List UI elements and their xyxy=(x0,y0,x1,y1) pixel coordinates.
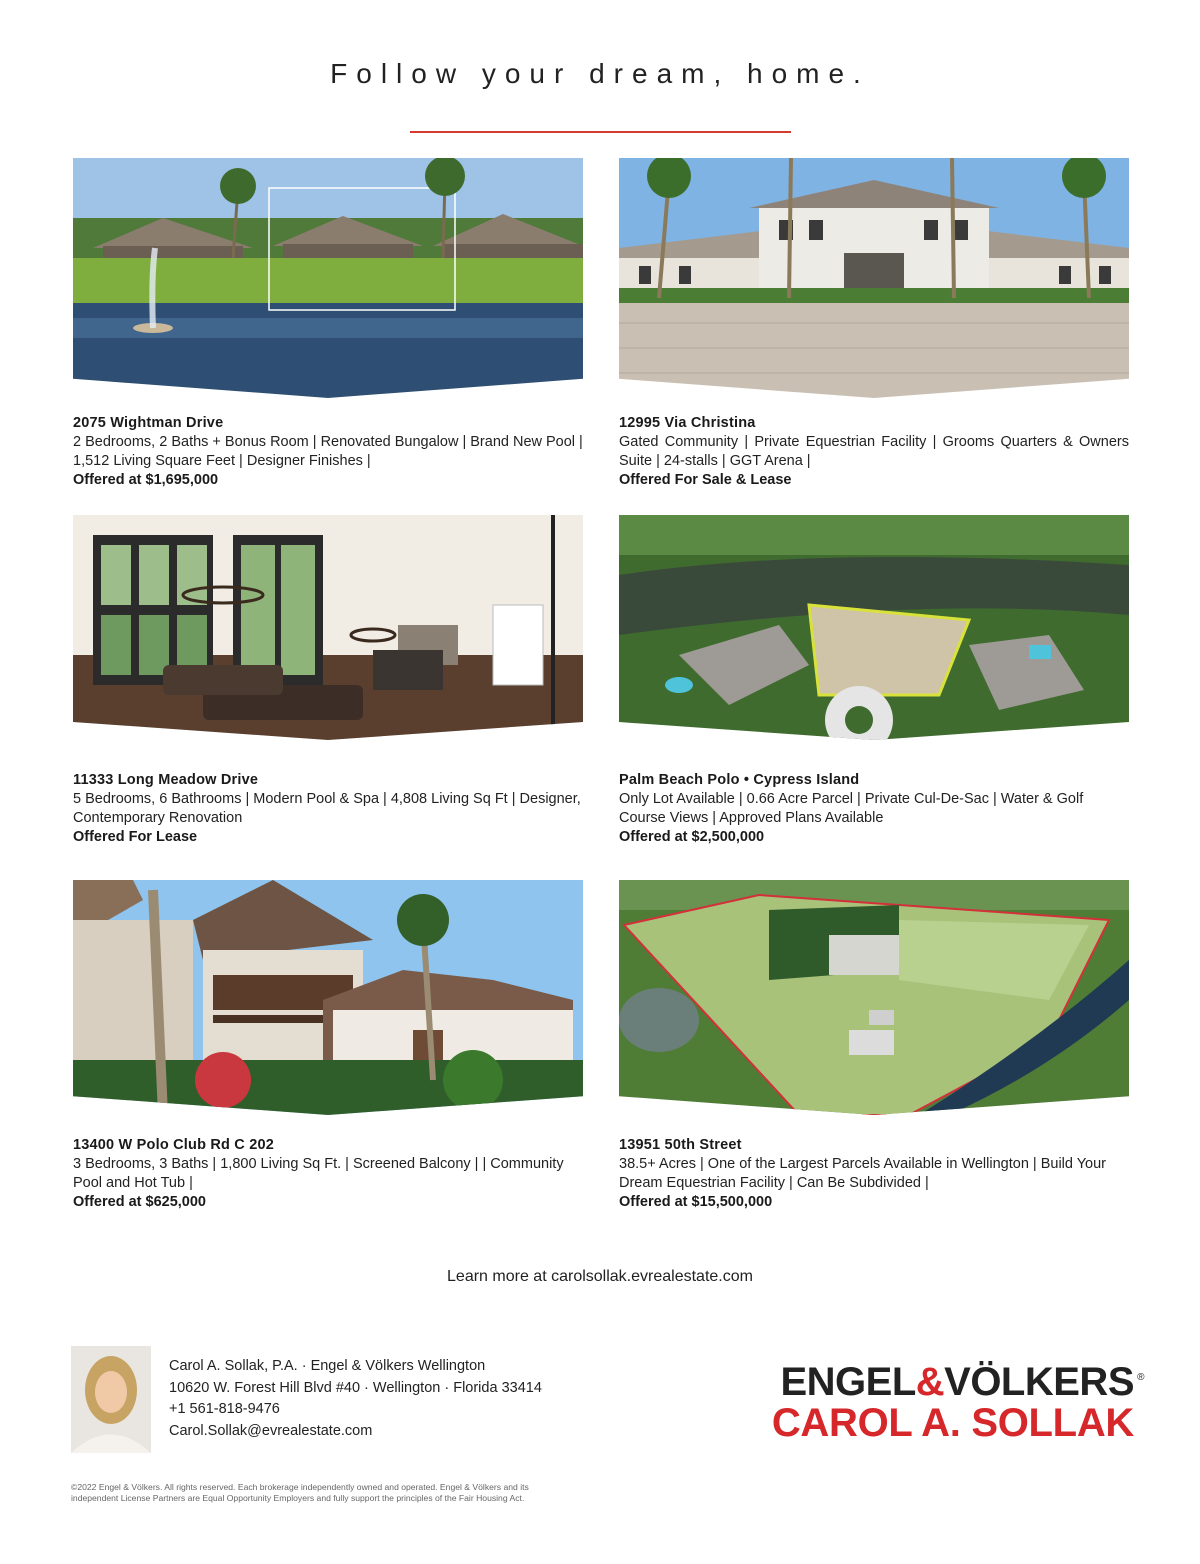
listing-address: 12995 Via Christina xyxy=(619,415,756,431)
listing-card[interactable] xyxy=(619,515,1129,847)
logo-brand xyxy=(724,1360,1144,1404)
listing-photo-aerial-lot[interactable] xyxy=(619,515,1129,740)
logo-brand-right: VÖLKERS xyxy=(944,1360,1134,1404)
contact-block xyxy=(169,1356,542,1442)
logo-brand-left: ENGEL xyxy=(780,1360,916,1404)
listing-address: 13951 50th Street xyxy=(619,1137,742,1153)
listing-address: 11333 Long Meadow Drive xyxy=(73,772,259,788)
listing-price: Offered at $15,500,000 xyxy=(619,1194,773,1210)
listing-card[interactable] xyxy=(73,158,583,490)
listing-description: Only Lot Available | 0.66 Acre Parcel | Private Cul-De-Sac | Water & Golf Course Views | Approved Plans Available xyxy=(619,791,1084,826)
listing-address: Palm Beach Polo • Cypress Island xyxy=(619,772,860,788)
listing-price: Offered at $1,695,000 xyxy=(73,472,219,488)
contact-email[interactable]: Carol.Sollak@evrealestate.com xyxy=(169,1422,373,1439)
listing-card[interactable] xyxy=(73,515,583,847)
contact-phone[interactable]: +1 561-818-9476 xyxy=(169,1401,280,1417)
listing-photo-condo-exterior[interactable] xyxy=(73,880,583,1115)
registered-mark: ® xyxy=(1137,1372,1144,1383)
listing-card[interactable] xyxy=(73,880,583,1212)
listing-description: 3 Bedrooms, 3 Baths | 1,800 Living Sq Ft. | Screened Balcony | | Community Pool and Hot Tub | xyxy=(73,1156,564,1191)
listing-price: Offered For Lease xyxy=(73,829,198,845)
listing-description: Gated Community | Private Equestrian Facility | Grooms Quarters & Owners Suite | 24-stalls | GGT Arena | xyxy=(619,434,1129,469)
learn-more-link[interactable]: Learn more at carolsollak.evrealestate.com xyxy=(447,1268,753,1285)
listing-card[interactable] xyxy=(619,880,1129,1212)
listing-price: Offered For Sale & Lease xyxy=(619,472,792,488)
legal-disclaimer: ©2022 Engel & Völkers. All rights reserved. Each brokerage independently owned and operated. Engel & Völkers and its independent License Partners are Equal Opportunity Employers and fully support the principles of the Fair Housing Act. xyxy=(71,1482,529,1503)
listing-description: 38.5+ Acres | One of the Largest Parcels Available in Wellington | Build Your Dream Equestrian Facility | Can Be Subdivided | xyxy=(619,1156,1107,1191)
brand-logo xyxy=(724,1360,1144,1445)
listing-card[interactable] xyxy=(619,158,1129,490)
listing-description: 5 Bedrooms, 6 Bathrooms | Modern Pool & Spa | 4,808 Living Sq Ft | Designer, Contemporary Renovation xyxy=(73,791,581,826)
contact-name-office: Carol A. Sollak, P.A. · Engel & Völkers Wellington xyxy=(169,1358,486,1374)
agent-headshot xyxy=(71,1346,151,1453)
tagline: Follow your dream, home. xyxy=(330,58,870,89)
listing-photo-aerial-acreage[interactable] xyxy=(619,880,1129,1115)
contact-address: 10620 W. Forest Hill Blvd #40 · Wellington · Florida 33414 xyxy=(169,1379,542,1396)
listing-description: 2 Bedrooms, 2 Baths + Bonus Room | Renovated Bungalow | Brand New Pool | 1,512 Living Square Feet | Designer Finishes | xyxy=(73,434,583,469)
listing-address: 13400 W Polo Club Rd C 202 xyxy=(73,1137,274,1153)
listing-photo-living-room[interactable] xyxy=(73,515,583,740)
listing-price: Offered at $625,000 xyxy=(73,1194,206,1210)
listing-photo-bungalows-pond[interactable] xyxy=(73,158,583,398)
listing-address: 2075 Wightman Drive xyxy=(73,415,224,431)
logo-agent-name: CAROL A. SOLLAK xyxy=(771,1401,1134,1445)
logo-ampersand: & xyxy=(915,1360,945,1404)
listing-photo-estate-courtyard[interactable] xyxy=(619,158,1129,398)
tagline-divider xyxy=(410,131,791,133)
listing-price: Offered at $2,500,000 xyxy=(619,829,765,845)
